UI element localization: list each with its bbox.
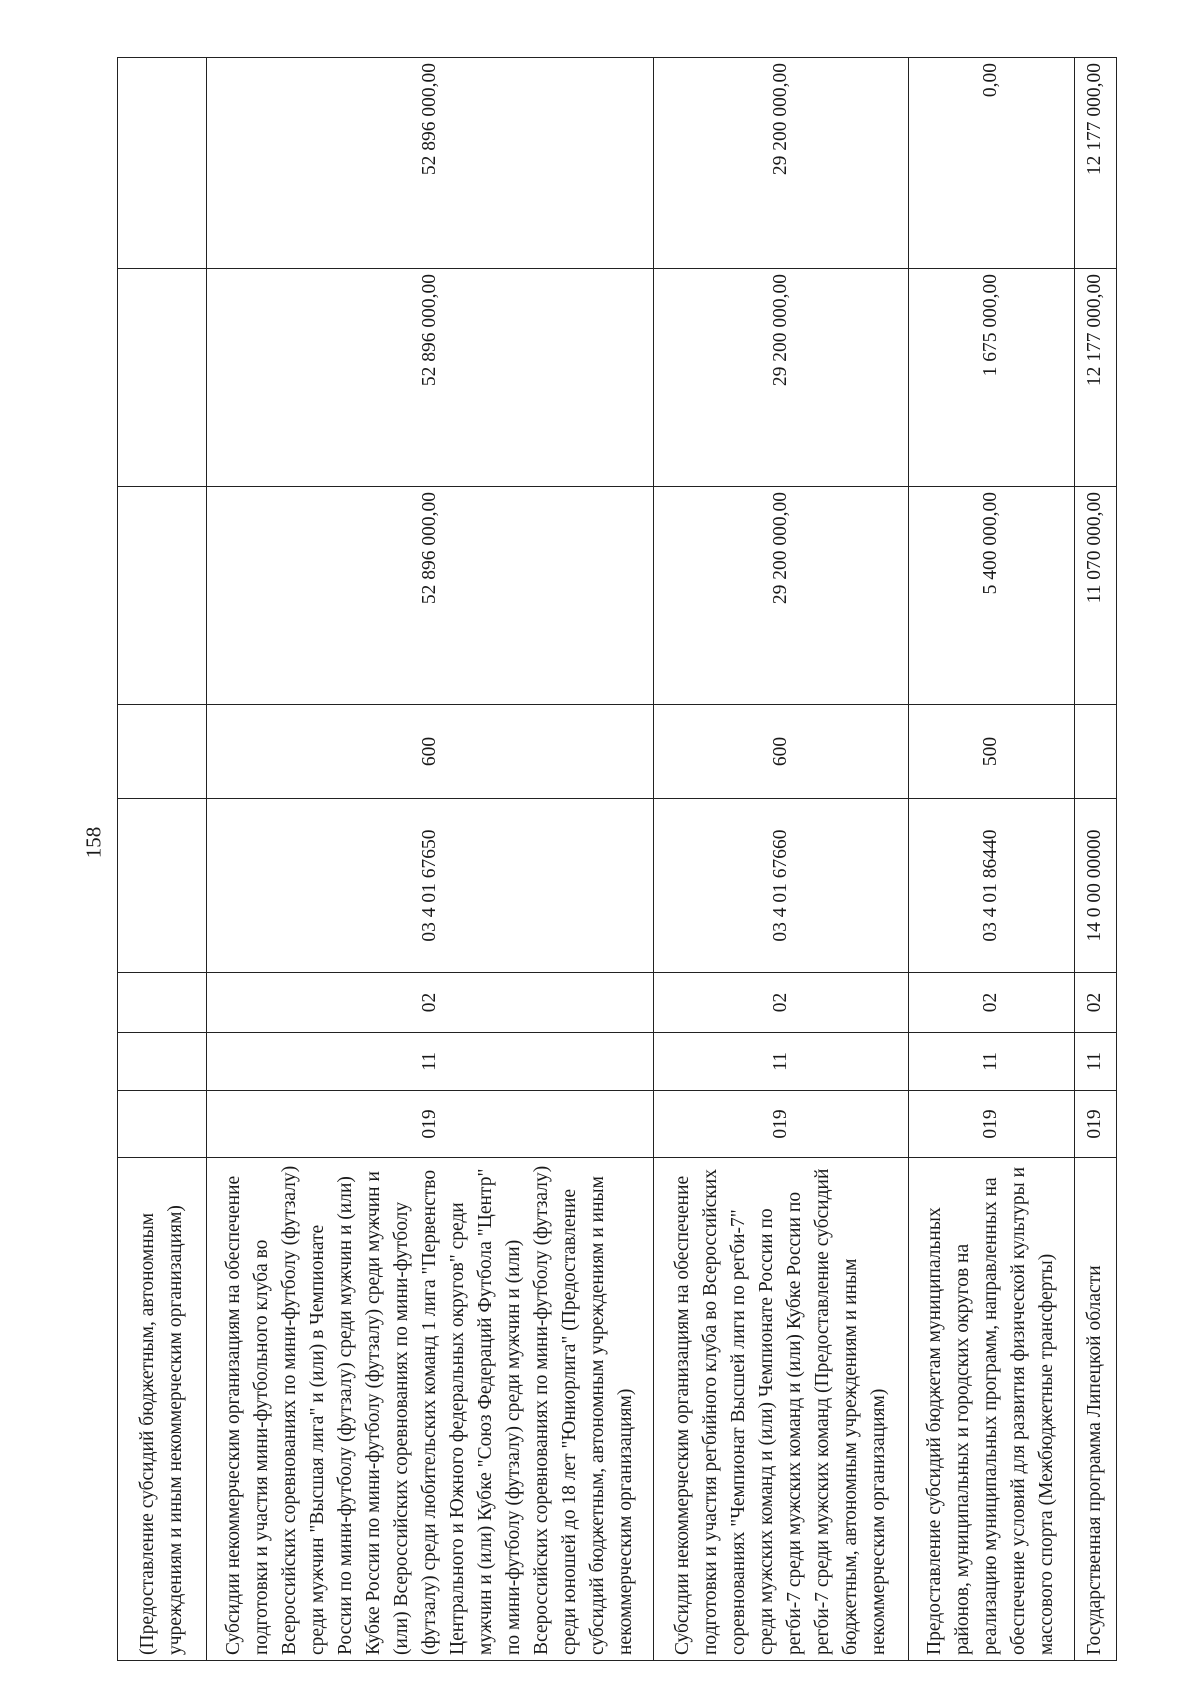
budget-table — [117, 57, 1117, 1661]
sum-year-1: 5 400 000,00 — [908, 487, 1074, 705]
sum-year-3: 29 200 000,00 — [654, 58, 909, 269]
sum-year-2: 52 896 000,00 — [207, 269, 654, 487]
section-code: 11 — [654, 1033, 909, 1091]
row-description: Субсидии некоммерческим организациям на обеспечение подготовки и участия регбийного клуба во Всероссийских соревнованиях "Чемпионат Высшей лиги по регби-7" среди мужских команд и (или) Чемпионате России по регби-7 среди мужских команд и (или) Кубке России по регби-7 среди мужских команд (Предоставление субсидий бюджетным, автономным учреждениям и иным некоммерческим организациям) — [654, 1158, 909, 1661]
sum-year-1: 29 200 000,00 — [654, 487, 909, 705]
table-row — [207, 58, 654, 1661]
table-row — [118, 58, 207, 1661]
sum-year-2: 12 177 000,00 — [1074, 269, 1117, 487]
rotated-table-container — [117, 58, 1117, 1661]
subsection-code — [118, 973, 207, 1033]
expense-type-code: 600 — [654, 705, 909, 799]
grbs-code — [118, 1091, 207, 1158]
sum-year-2: 29 200 000,00 — [654, 269, 909, 487]
section-code: 11 — [908, 1033, 1074, 1091]
grbs-code: 019 — [654, 1091, 909, 1158]
page-number: 158 — [81, 826, 106, 859]
row-description: (Предоставление субсидий бюджетным, автономным учреждениям и иным некоммерческим организациям) — [118, 1158, 207, 1661]
sum-year-3: 12 177 000,00 — [1074, 58, 1117, 269]
table-row — [908, 58, 1074, 1661]
row-description: Предоставление субсидий бюджетам муниципальных районов, муниципальных и городских округов на реализацию муниципальных программ, направленных на обеспечение условий для развития физической культуры и массового спорта (Межбюджетные трансферты) — [908, 1158, 1074, 1661]
subsection-code: 02 — [207, 973, 654, 1033]
subsection-code: 02 — [654, 973, 909, 1033]
sum-year-1: 52 896 000,00 — [207, 487, 654, 705]
target-article-code: 03 4 01 67650 — [207, 799, 654, 973]
target-article-code: 03 4 01 67660 — [654, 799, 909, 973]
row-description: Субсидии некоммерческим организациям на обеспечение подготовки и участия мини-футбольного клуба во Всероссийских соревнованиях по мини-футболу (футзалу) среди мужчин "Высшая лига" и (или) в Чемпионате России по мини-футболу (футзалу) среди мужчин и (или) Кубке России по мини-футболу (футзалу) среди мужчин и (или) Всероссийских соревнованиях по мини-футболу (футзалу) среди любительских команд 1 лига "Первенство Центрального и Южного федеральных округов" среди мужчин и (или) Кубке "Союз Федераций Футбола "Центр" по мини-футболу (футзалу) среди мужчин и (или) Всероссийских соревнованиях по мини-футболу (футзалу) среди юношей до 18 лет "Юниорлига" (Предоставление субсидий бюджетным, автономным учреждениям и иным некоммерческим организациям) — [207, 1158, 654, 1661]
sum-year-2: 1 675 000,00 — [908, 269, 1074, 487]
expense-type-code: 600 — [207, 705, 654, 799]
target-article-code — [118, 799, 207, 973]
sum-year-1: 11 070 000,00 — [1074, 487, 1117, 705]
grbs-code: 019 — [908, 1091, 1074, 1158]
sum-year-2 — [118, 269, 207, 487]
subsection-code: 02 — [1074, 973, 1117, 1033]
subsection-code: 02 — [908, 973, 1074, 1033]
section-code: 11 — [1074, 1033, 1117, 1091]
section-code — [118, 1033, 207, 1091]
sum-year-1 — [118, 487, 207, 705]
grbs-code: 019 — [1074, 1091, 1117, 1158]
target-article-code: 14 0 00 00000 — [1074, 799, 1117, 973]
sum-year-3: 0,00 — [908, 58, 1074, 269]
table-row — [654, 58, 909, 1661]
grbs-code: 019 — [207, 1091, 654, 1158]
expense-type-code — [1074, 705, 1117, 799]
section-code: 11 — [207, 1033, 654, 1091]
target-article-code: 03 4 01 86440 — [908, 799, 1074, 973]
sum-year-3 — [118, 58, 207, 269]
expense-type-code — [118, 705, 207, 799]
table-row — [1074, 58, 1117, 1661]
expense-type-code: 500 — [908, 705, 1074, 799]
sum-year-3: 52 896 000,00 — [207, 58, 654, 269]
row-description: Государственная программа Липецкой области — [1074, 1158, 1117, 1661]
